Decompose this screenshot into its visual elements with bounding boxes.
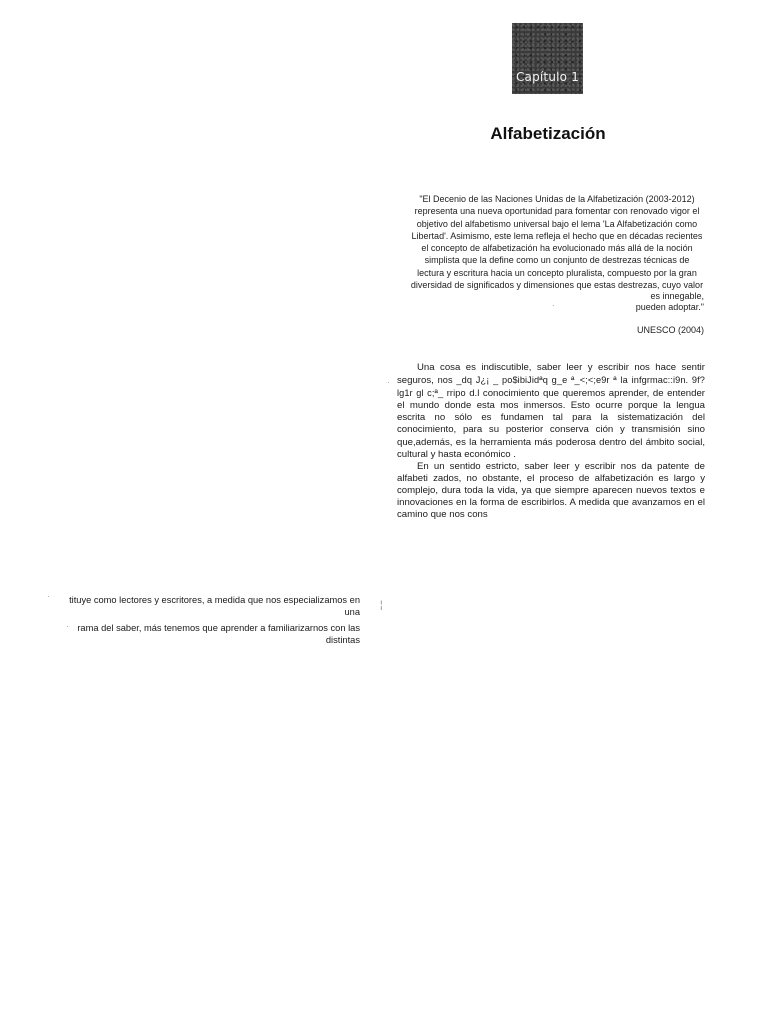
chapter-badge [512, 23, 583, 94]
chapter-label: Capítulo 1 [515, 70, 580, 84]
scan-speck: · [66, 622, 69, 631]
scan-speck: · [47, 592, 50, 601]
epigraph-quote: "El Decenio de las Naciones Unidas de la Alfabetización (2003-2012) representa una nueva oportunidad para fomentar con renovado vigor el objetivo del alfabetismo universal bajo el lema 'La Alfabetización como Libertad'. Asimismo, este lema refleja el hecho que en décadas recientes el concepto de alfabetización ha evolucionado más allá de la noción simplista que la define como un conjunto de destrezas técnicas de lectura y escritura hacia un concepto pluralista, compuesto por la gran diversidad de significados y dimensiones que estas destrezas, cuyo valor [410, 194, 704, 291]
page-title: Alfabetización [490, 124, 606, 143]
body-text [397, 362, 705, 521]
continuation-line-2: rama del saber, más tenemos que aprender a familiarizarnos con las distintas [77, 623, 360, 645]
scan-speck: ¦ [380, 600, 383, 611]
continuation-text [58, 594, 360, 650]
scan-speck: · [552, 301, 555, 310]
paragraph-1 [397, 362, 705, 461]
epigraph-tail-line-2: pueden adoptar." [635, 302, 704, 312]
continuation-line-1: tituye como lectores y escritores, a medida que nos especializamos en una [69, 595, 360, 617]
paragraph-1-line-1: Una cosa es indiscutible, saber leer y escribir nos hace sentir seguros, [397, 362, 705, 387]
paragraph-1-garbled: nos _dq J¿¡ _ po$ibiJidªq g_e ª_<;<;e9r ª la infgrmac::i9n. 9f? lg1r gl c;ª_ rripo [397, 375, 705, 399]
paragraph-1-rest: d.l conocimiento que queremos aprender, de entender el mundo donde esta mos inmersos. Esto ocurre porque la lengua escrita no sólo es fundamen tal para la sistematización del conocimiento, para su posterior conserva ción y transmisión sino que,además, es la herramienta más poderosa dentro del ámbito social, cultural y hasta económico . [397, 388, 705, 460]
epigraph-source: UNESCO (2004) [636, 325, 704, 335]
scan-speck: · [387, 378, 390, 387]
epigraph-tail [636, 291, 704, 313]
paragraph-2: En un sentido estricto, saber leer y escribir nos da patente de alfabeti zados, no obstante, el proceso de alfabetización es largo y complejo, dura toda la vida, ya que siempre aparecen nuevos textos e innovaciones en la forma de escribirlos. A medida que avanzamos en el camino que nos cons [397, 460, 705, 521]
epigraph-tail-line-1: es innegable, [650, 291, 704, 301]
